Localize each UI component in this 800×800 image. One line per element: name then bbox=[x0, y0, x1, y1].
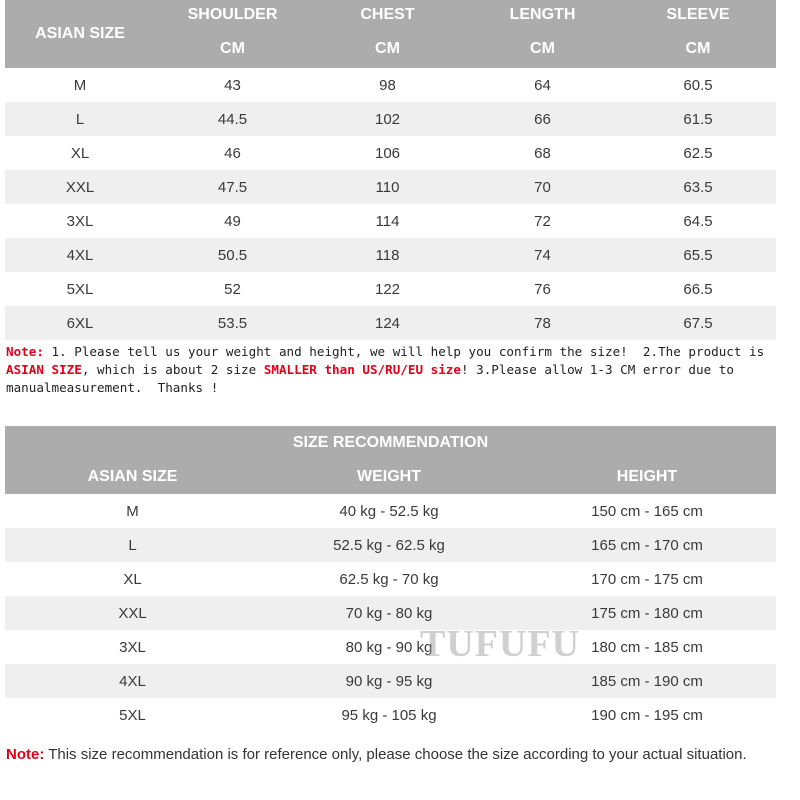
table-cell: 124 bbox=[374, 314, 401, 332]
table-row bbox=[5, 102, 776, 136]
table-cell: 74 bbox=[534, 246, 551, 264]
note-text-1: 1. Please tell us your weight and height, we will help you confirm the size! 2.The product is bbox=[43, 344, 772, 359]
note-label: Note: bbox=[6, 344, 44, 359]
header-shoulder-unit: CM bbox=[220, 40, 245, 57]
table-cell: 50.5 bbox=[217, 246, 248, 264]
recommendation-subheader bbox=[5, 460, 776, 494]
table-row bbox=[5, 204, 776, 238]
note-asian-size: ASIAN SIZE bbox=[6, 362, 82, 377]
table-cell: 3XL bbox=[119, 638, 146, 656]
table-cell: 102 bbox=[374, 110, 401, 128]
table-cell: 5XL bbox=[119, 706, 146, 724]
table-cell: 98 bbox=[379, 76, 396, 94]
table-cell: 70 bbox=[534, 178, 551, 196]
header-shoulder: SHOULDER bbox=[187, 6, 278, 23]
header-length-unit: CM bbox=[530, 40, 555, 57]
table-cell: 64.5 bbox=[683, 212, 713, 230]
table-cell: 68 bbox=[534, 144, 551, 162]
watermark: TUFUFU bbox=[420, 623, 581, 665]
header-asian-size: ASIAN SIZE bbox=[35, 25, 125, 42]
note2-text: This size recommendation is for reference only, please choose the size according to your actual situation. bbox=[44, 746, 747, 763]
table-cell: 150 cm - 165 cm bbox=[591, 502, 703, 520]
table-cell: 67.5 bbox=[683, 314, 713, 332]
table-cell: 180 cm - 185 cm bbox=[591, 638, 703, 656]
table-cell: 40 kg - 52.5 kg bbox=[339, 502, 439, 520]
rec-header-asian-size: ASIAN SIZE bbox=[87, 468, 178, 485]
table-cell: 49 bbox=[224, 212, 241, 230]
header-sleeve-unit: CM bbox=[685, 40, 711, 57]
table-cell: 43 bbox=[224, 76, 241, 94]
table-row bbox=[5, 68, 776, 102]
table-cell: M bbox=[126, 502, 139, 520]
table-cell: 118 bbox=[375, 246, 400, 264]
table-cell: 53.5 bbox=[217, 314, 248, 332]
table-cell: 190 cm - 195 cm bbox=[591, 706, 703, 724]
table-cell: 4XL bbox=[66, 246, 94, 264]
table-cell: 63.5 bbox=[683, 178, 713, 196]
header-chest-unit: CM bbox=[375, 40, 400, 57]
table-cell: 60.5 bbox=[683, 76, 713, 94]
table-cell: 72 bbox=[534, 212, 551, 230]
recommendation-body bbox=[5, 494, 776, 732]
table-cell: 122 bbox=[374, 280, 401, 298]
note-text-3: ! 3.Please allow 1-3 CM error due to manualmeasurement. Thanks ! bbox=[6, 362, 742, 395]
table-cell: 76 bbox=[534, 280, 551, 298]
table-cell: 3XL bbox=[66, 212, 94, 230]
table-cell: L bbox=[75, 110, 85, 128]
table-cell: 6XL bbox=[66, 314, 94, 332]
table-cell: 65.5 bbox=[683, 246, 713, 264]
table-row bbox=[5, 562, 776, 596]
table-row bbox=[5, 630, 776, 664]
table-cell: 95 kg - 105 kg bbox=[341, 706, 437, 724]
table-row bbox=[5, 664, 776, 698]
table-cell: 170 cm - 175 cm bbox=[591, 570, 703, 588]
table-row bbox=[5, 306, 776, 340]
table-cell: 5XL bbox=[66, 280, 94, 298]
table-cell: M bbox=[73, 76, 87, 94]
size-table-body bbox=[5, 68, 776, 340]
table-cell: 61.5 bbox=[683, 110, 713, 128]
recommendation-note bbox=[6, 744, 786, 765]
table-cell: XL bbox=[123, 570, 142, 588]
table-cell: XL bbox=[70, 144, 90, 162]
table-cell: 62.5 bbox=[683, 144, 713, 162]
table-row bbox=[5, 272, 776, 306]
size-note bbox=[6, 343, 786, 397]
table-cell: 80 kg - 90 kg bbox=[345, 638, 433, 656]
table-row bbox=[5, 698, 776, 732]
recommendation-header bbox=[5, 426, 776, 494]
table-cell: 52 bbox=[224, 280, 241, 298]
table-row bbox=[5, 528, 776, 562]
table-cell: 44.5 bbox=[217, 110, 248, 128]
table-cell: 64 bbox=[534, 76, 551, 94]
note-text-2: , which is about 2 size bbox=[81, 362, 264, 377]
table-cell: 185 cm - 190 cm bbox=[591, 672, 703, 690]
table-cell: 47.5 bbox=[217, 178, 248, 196]
table-row bbox=[5, 238, 776, 272]
rec-header-height: HEIGHT bbox=[616, 468, 678, 485]
table-cell: 106 bbox=[374, 144, 401, 162]
recommendation-title: SIZE RECOMMENDATION bbox=[292, 434, 489, 451]
recommendation-table bbox=[5, 426, 776, 732]
table-cell: 66 bbox=[534, 110, 551, 128]
size-table-header bbox=[5, 0, 776, 68]
table-row bbox=[5, 136, 776, 170]
table-cell: 66.5 bbox=[683, 280, 713, 298]
table-cell: L bbox=[128, 536, 137, 554]
table-cell: 110 bbox=[375, 178, 400, 196]
table-cell: 4XL bbox=[119, 672, 146, 690]
size-table bbox=[5, 0, 776, 340]
note-smaller: SMALLER than US/RU/EU size bbox=[263, 362, 461, 377]
table-cell: 70 kg - 80 kg bbox=[345, 604, 433, 622]
header-chest: CHEST bbox=[360, 6, 415, 23]
note2-label: Note: bbox=[6, 746, 45, 763]
header-length: LENGTH bbox=[509, 6, 576, 23]
table-cell: XXL bbox=[118, 604, 147, 622]
table-row bbox=[5, 596, 776, 630]
table-cell: 46 bbox=[224, 144, 241, 162]
table-cell: 165 cm - 170 cm bbox=[591, 536, 703, 554]
table-cell: 114 bbox=[375, 212, 400, 230]
table-row bbox=[5, 170, 776, 204]
table-cell: 78 bbox=[534, 314, 551, 332]
table-row bbox=[5, 494, 776, 528]
table-cell: 90 kg - 95 kg bbox=[345, 672, 433, 690]
table-cell: 175 cm - 180 cm bbox=[591, 604, 703, 622]
header-sleeve: SLEEVE bbox=[666, 6, 730, 23]
table-cell: XXL bbox=[65, 178, 95, 196]
table-cell: 62.5 kg - 70 kg bbox=[339, 570, 439, 588]
rec-header-weight: WEIGHT bbox=[357, 468, 421, 485]
table-cell: 52.5 kg - 62.5 kg bbox=[333, 536, 445, 554]
